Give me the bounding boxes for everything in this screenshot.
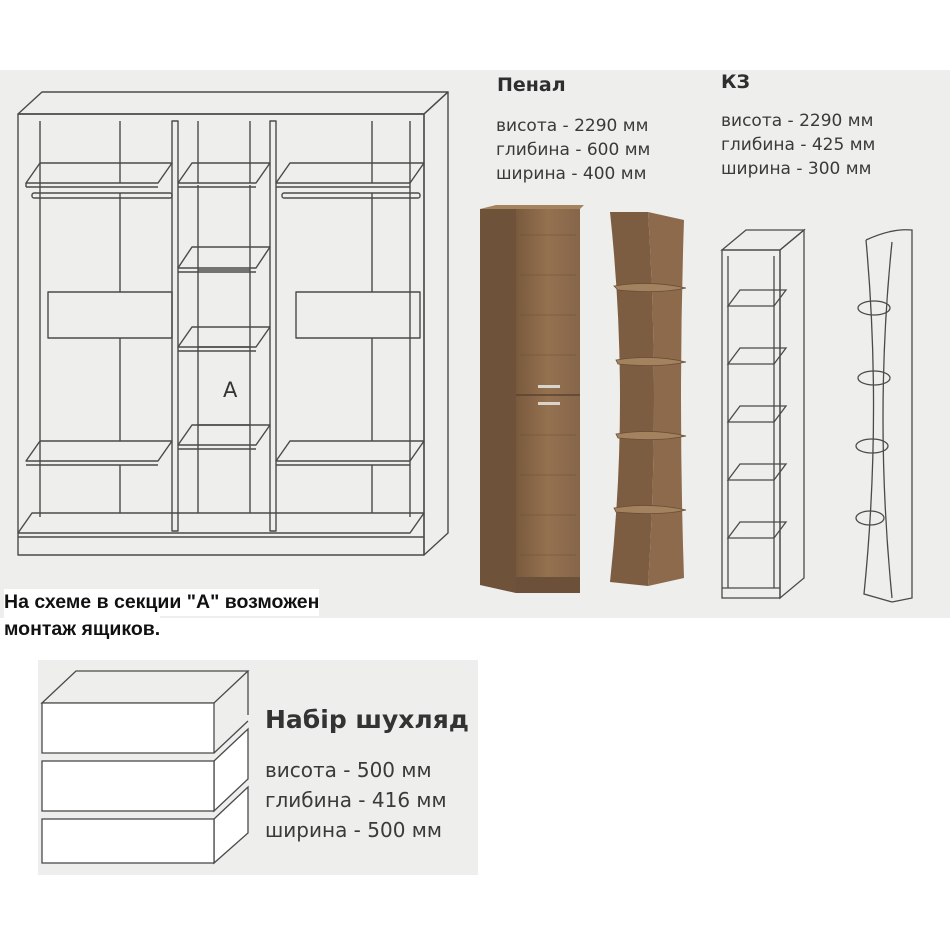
note-line-1: На схеме в секции "А" возможен <box>4 589 319 616</box>
kz-spec-height: висота - 2290 мм <box>721 111 874 131</box>
penal-spec-height: висота - 2290 мм <box>496 116 649 136</box>
drawer-set-diagram <box>36 665 256 865</box>
kz-shelf-side-diagram <box>852 226 922 606</box>
drawers-title: Набір шухляд <box>265 705 469 734</box>
drawers-spec-height: висота - 500 мм <box>265 758 432 782</box>
section-a-label: A <box>223 378 238 402</box>
penal-title: Пенал <box>497 74 566 96</box>
kz-spec-width: ширина - 300 мм <box>721 159 872 179</box>
penal-spec-width: ширина - 400 мм <box>496 164 647 183</box>
corner-shelf-image <box>600 210 690 590</box>
drawers-spec-depth: глибина - 416 мм <box>265 788 447 812</box>
wardrobe-diagram <box>0 85 450 555</box>
penal-spec-depth: глибина - 600 мм <box>496 140 651 160</box>
kz-shelf-front-diagram <box>716 226 806 606</box>
note-line-2: монтаж ящиков. <box>4 616 160 643</box>
penal-cabinet-image <box>476 205 586 595</box>
kz-spec-depth: глибина - 425 мм <box>721 135 876 155</box>
kz-title: КЗ <box>721 71 751 93</box>
drawers-spec-width: ширина - 500 мм <box>265 818 442 842</box>
